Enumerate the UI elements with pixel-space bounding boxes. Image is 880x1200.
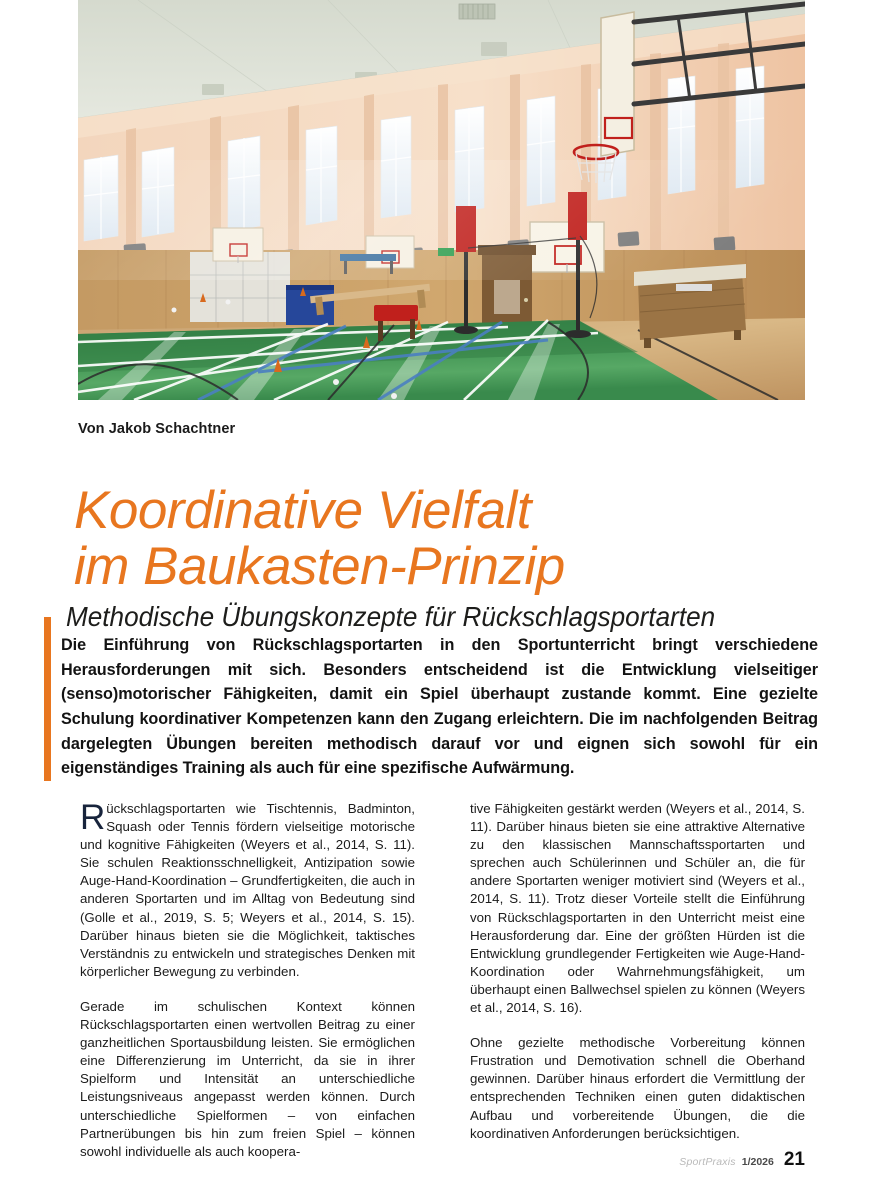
body-columns xyxy=(80,798,805,1159)
article-subtitle: Methodische Übungskonzepte für Rückschlagsportarten xyxy=(66,600,716,632)
body-paragraph-2: Gerade im schulischen Kontext können Rückschlagsportarten einen wertvollen Beitrag zu einer ganzheitlichen Sportausbildung leisten. Sie ermöglichen eine Differenzierung im Unterricht, da sie in ihrer Spielform und Intensität an unterschiedliche Leistungsniveaus angepasst werden können. Durch unterschiedliche Spielformen – von einfachen Partnerübungen bis hin zum freien Spiel – können sowohl individuelle als auch koopera- xyxy=(80,998,415,1159)
footer-issue: 1/2026 xyxy=(741,1156,774,1168)
gymnasium-photo xyxy=(78,0,805,400)
footer-page-number: 21 xyxy=(783,1149,805,1170)
body-paragraph-1 xyxy=(80,800,415,981)
article-title xyxy=(74,480,834,596)
page-footer xyxy=(679,1149,805,1171)
footer-publication: SportPraxis xyxy=(679,1156,736,1168)
gymnasium-illustration xyxy=(78,0,805,400)
body-paragraph-3: tive Fähigkeiten gestärkt werden (Weyers et al., 2014, S. 11). Darüber hinaus bieten sie eine attraktive Alternative zu den klassischen Mannschaftssportarten und sprechen auch Schülerinnen und Schüler an, die für andere Sportarten weniger motiviert sind (Weyers et al., 2014, S. 11). Trotz dieser Vorteile stellt die Einführung von Rückschlagsportarten in den Unterricht meist eine Herausforderung dar. Eine der größten Hürden ist die Entwicklung grundlegender Fertigkeiten wie Auge-Hand-Koordination oder Wahrnehmungsfähigkeit, um überhaupt einen Ballwechsel spielen zu können (Weyers et al., 2014, S. 16). xyxy=(470,801,805,1016)
title-line-2: im Baukasten-Prinzip xyxy=(74,536,565,596)
lead-accent-bar xyxy=(44,617,51,781)
body-column-right xyxy=(470,800,805,1143)
lead-section xyxy=(44,617,834,797)
article-byline: Von Jakob Schachtner xyxy=(78,421,236,437)
drop-cap: R xyxy=(80,798,106,837)
body-paragraph-1-text: ückschlagsportarten wie Tischtennis, Badminton, Squash oder Tennis fördern vielseitige motorische und kognitive Fähigkeiten (Weyers et al., 2014, S. 11). Sie schulen Reaktionsschnelligkeit, Antizipation sowie Auge-Hand-Koordination – Grundfertigkeiten, die auch in anderen Sportarten und im Alltag von Bedeutung sind (Golle et al., 2019, S. 5; Weyers et al., 2014, S. 15). Darüber hinaus bieten sie die Möglichkeit, taktisches Verständnis zu entwickeln und strategisches Denken mit körperlicher Bewegung zu verbinden. xyxy=(80,801,415,979)
body-column-left xyxy=(80,800,415,1161)
lead-paragraph: Die Einführung von Rückschlagsportarten in den Sportunterricht bringt verschiedene Herausforderungen mit sich. Besonders entscheidend ist die Entwicklung vielseitiger (senso)motorischer Fähigkeiten, damit ein Spiel überhaupt zustande kommt. Eine gezielte Schulung koordinativer Kompetenzen kann den Zugang erleichtern. Die im nachfolgenden Beitrag dargelegten Übungen bereiten methodisch darauf vor und eignen sich sowohl für ein eigenständiges Training als auch für eine spezifische Aufwärmung. xyxy=(61,636,818,778)
title-line-1: Koordinative Vielfalt xyxy=(74,480,531,540)
body-paragraph-4: Ohne gezielte methodische Vorbereitung können Frustration und Demotivation schnell die Oberhand gewinnen. Darüber hinaus erfordert die Vermittlung der entsprechenden Techniken einen guten didaktischen Aufbau und vorbereitende Übungen, die die koordinativen Anforderungen berücksichtigen. xyxy=(470,1035,805,1141)
